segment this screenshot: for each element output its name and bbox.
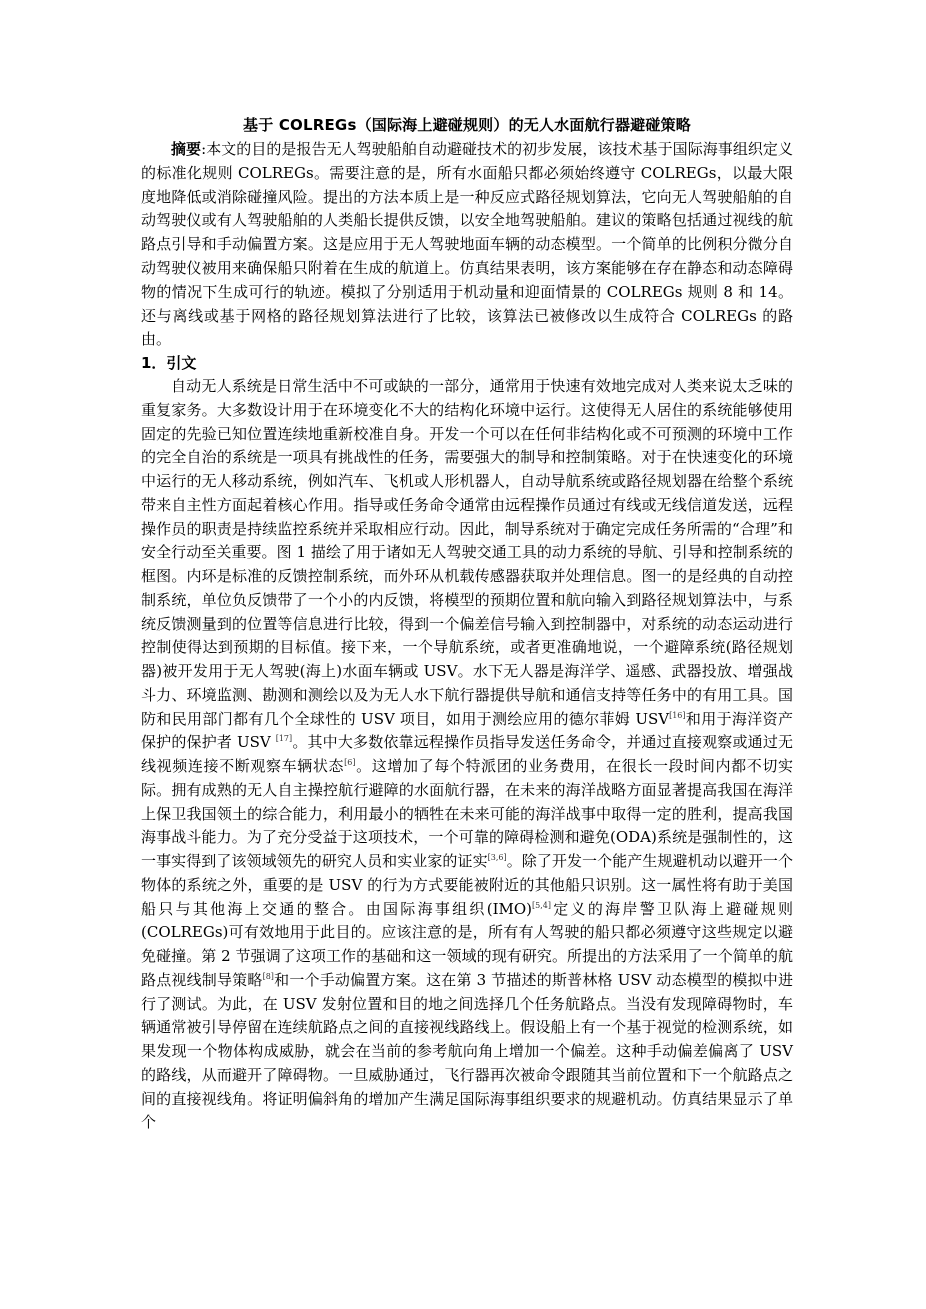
citation-8: [8] [262,971,274,981]
citation-16: [16] [669,710,686,720]
body-text-part-2: 和用于海洋资产保护的保护者 USV [141,709,793,752]
body-text-part-5: 。除了开发一个能产生规避机动以避开一个物体的系统之外，重要的是 USV 的行为方式要能被附近的其他船只识别。这一属性将有助于美国船只与其他海上交通的整合。由国际海事组织(IMO) [141,852,793,918]
citation-17: [17] [275,734,293,744]
citation-6: [6] [344,758,356,768]
body-text-part-3: 。其中大多数依靠远程操作员指导发送任务命令，并通过直接观察或通过无线视频连接不断观察车辆状态 [141,733,793,776]
body-text-part-4: 。这增加了每个特派团的业务费用，在很长一段时间内都不切实际。拥有成熟的无人自主操控航行避障的水面航行器，在未来的海洋战略方面显著提高我国在海洋上保卫我国领土的综合能力，利用最小的牺牲在未来可能的海洋战事中取得一定的胜利，提高我国海事战斗能力。为了充分受益于这项技术，一个可靠的障碍检测和避免(ODA)系统是强制性的，这一事实得到了该领域领先的研究人员和实业家的证实 [141,757,793,871]
section-1-heading: 1．引文 [141,354,197,373]
paper-title: 基于 COLREGs（国际海上避碰规则）的无人水面航行器避碰策略 [243,116,691,134]
body-text-part-1: 自动无人系统是日常生活中不可或缺的一部分，通常用于快速有效地完成对人类来说太乏味的重复家务。大多数设计用于在环境变化不大的结构化环境中运行。这使得无人居住的系统能够使用固定的先验已知位置连续地重新校准自身。开发一个可以在任何非结构化或不可预测的环境中工作的完全自治的系统是一项具有挑战性的任务，需要强大的制导和控制策略。对于在快速变化的环境中运行的无人移动系统，例如汽车、飞机或人形机器人，自动导航系统或路径规划器在给整个系统带来自主性方面起着核心作用。指导或任务命令通常由远程操作员通过有线或无线信道发送，远程操作员的职责是持续监控系统并采取相应行动。因此，制导系统对于确定完成任务所需的“合理”和安全行动至关重要。图 1 描绘了用于诸如无人驾驶交通工具的动力系统的导航、引导和控制系统的框图。内环是标准的反馈控制系统，而外环从机载传感器获取并处理信息。图一的是经典的自动控制系统，单位负反馈带了一个小的内反馈，将模型的预期位置和航向输入到路径规划算法中，与系统反馈测量到的位置等信息进行比较，得到一个偏差信号输入到控制器中，对系统的动态运动进行控制使得达到预期的目标值。接下来，一个导航系统，或者更准确地说，一个避障系统(路径规划器)被开发用于无人驾驶(海上)水面车辆或 USV。水下无人器是海洋学、遥感、武器投放、增强战斗力、环境监测、勘测和测绘以及为无人水下航行器提供导航和通信支持等任务中的有用工具。国防和民用部门都有几个全球性的 USV 项目，如用于测绘应用的德尔菲姆 USV [141,377,793,728]
text-column [141,114,793,1135]
abstract-label: 摘要 [171,140,202,158]
citation-3-6: [3,6] [487,853,507,863]
abstract-paragraph [141,138,793,352]
intro-paragraph [141,375,793,1135]
abstract-text: 本文的目的是报告无人驾驶船舶自动避碰技术的初步发展，该技术基于国际海事组织定义的标准化规则 COLREGs。需要注意的是，所有水面船只都必须始终遵守 COLREGs，以最大限度地降低或消除碰撞风险。提出的方法本质上是一种反应式路径规划算法，它向无人驾驶船舶的自动驾驶仪或有人驾驶船舶的人类船长提供反馈，以安全地驾驶船舶。建议的策略包括通过视线的航路点引导和手动偏置方案。这是应用于无人驾驶地面车辆的动态模型。一个简单的比例积分微分自动驾驶仪被用来确保船只附着在生成的航道上。仿真结果表明，该方案能够在存在静态和动态障碍物的情况下生成可行的轨迹。模拟了分别适用于机动量和迎面情景的 COLREGs 规则 8 和 14。还与离线或基于网格的路径规划算法进行了比较，该算法已被修改以生成符合 COLREGs 的路由。 [141,140,793,349]
body-text-part-7: 和一个手动偏置方案。这在第 3 节描述的斯普林格 USV 动态模型的模拟中进行了测试。为此，在 USV 发射位置和目的地之间选择几个任务航路点。当没有发现障碍物时，车辆通常被引导停留在连续航路点之间的直接视线路线上。假设船上有一个基于视觉的检测系统，如果发现一个物体构成威胁，就会在当前的参考航向角上增加一个偏差。这种手动偏差偏离了 USV 的路线，从而避开了障碍物。一旦威胁通过，飞行器再次被命令跟随其当前位置和下一个航路点之间的直接视线角。将证明偏斜角的增加产生满足国际海事组织要求的规避机动。仿真结果显示了单个 [141,970,793,1132]
abstract-colon: : [201,140,207,158]
citation-5-4: [5,4] [532,900,551,910]
body-text-part-6: 定义的海岸警卫队海上避碰规则(COLREGs)可有效地用于此目的。应该注意的是，所有有人驾驶的船只都必须遵守这些规定以避免碰撞。第 2 节强调了这项工作的基础和这一领域的现有研究。所提出的方法采用了一个简单的航路点视线制导策略 [141,899,793,989]
